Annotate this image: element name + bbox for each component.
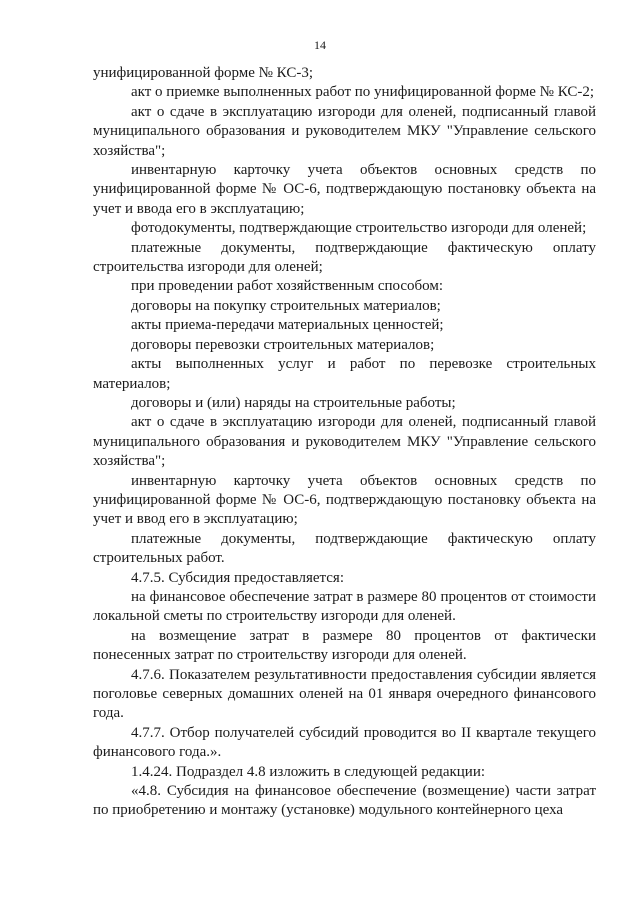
paragraph: акт о сдаче в эксплуатацию изгороди для оленей, подписанный главой муниципального образования и руководителем МКУ "Управление сельского хозяйства"; [93, 103, 596, 159]
paragraph: 4.7.6. Показателем результативности предоставления субсидии является поголовье северных домашних оленей на 01 января очередного финансового года. [93, 666, 596, 722]
paragraph: фотодокументы, подтверждающие строительство изгороди для оленей; [131, 220, 587, 237]
paragraph: «4.8. Субсидия на финансовое обеспечение (возмещение) части затрат по приобретению и монтажу (установке) модульного контейнерного цеха [93, 783, 596, 819]
paragraph: договоры и (или) наряды на строительные работы; [131, 394, 456, 411]
paragraph: акты приема-передачи материальных ценностей; [131, 317, 444, 334]
paragraph: инвентарную карточку учета объектов основных средств по унифицированной форме № ОС-6, подтверждающую постановку объекта на учет и ввод его в эксплуатацию; [93, 472, 596, 528]
paragraph: платежные документы, подтверждающие фактическую оплату строительных работ. [93, 530, 596, 567]
page-number: 14 [314, 38, 326, 52]
paragraph: при проведении работ хозяйственным способом: [131, 278, 444, 295]
paragraph: платежные документы, подтверждающие фактическую оплату строительства изгороди для оленей; [93, 239, 596, 276]
paragraph: акт о сдаче в эксплуатацию изгороди для оленей, подписанный главой муниципального образования и руководителем МКУ "Управление сельского хозяйства"; [93, 414, 596, 470]
paragraph: унифицированной форме № КС-3; [93, 65, 313, 81]
paragraph: договоры перевозки строительных материалов; [131, 336, 435, 353]
paragraph: 1.4.24. Подраздел 4.8 изложить в следующей редакции: [131, 763, 486, 780]
paragraph: на финансовое обеспечение затрат в размере 80 процентов от стоимости локальной сметы по строительству изгороди для оленей. [93, 588, 596, 625]
paragraph: акты выполненных услуг и работ по перевозке строительных материалов; [93, 356, 596, 392]
paragraph: 4.7.7. Отбор получателей субсидий проводится во II квартале текущего финансового года.». [93, 724, 596, 761]
paragraph: на возмещение затрат в размере 80 процентов от фактически понесенных затрат по строительству изгороди для оленей. [93, 627, 596, 664]
paragraph: акт о приемке выполненных работ по унифицированной форме № КС-2; [131, 84, 595, 101]
document-body [93, 64, 596, 821]
paragraph: 4.7.5. Субсидия предоставляется: [131, 569, 344, 586]
paragraph: договоры на покупку строительных материалов; [131, 297, 441, 314]
paragraph: инвентарную карточку учета объектов основных средств по унифицированной форме № ОС-6, подтверждающую постановку объекта на учет и ввода его в эксплуатацию; [93, 162, 596, 217]
